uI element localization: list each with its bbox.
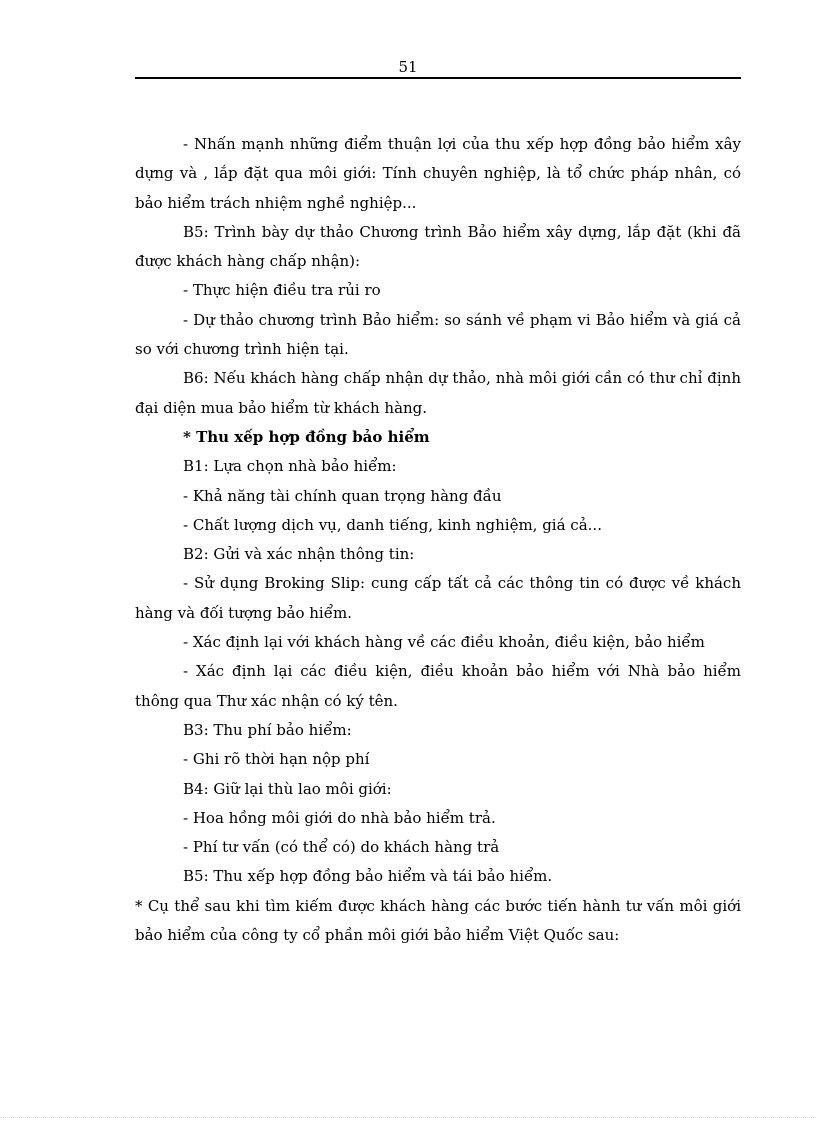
paragraph-step-b5-arrange: B5: Thu xếp hợp đồng bảo hiểm và tái bảo hiểm. bbox=[183, 867, 553, 886]
paragraph-consulting-fee: - Phí tư vấn (có thể có) do khách hàng trả bbox=[183, 838, 500, 857]
paragraph-step-b5-draft: B5: Trình bày dự thảo Chương trình Bảo hiểm xây dựng, lắp đặt (khi đã được khách hàng chấp nhận): bbox=[135, 222, 741, 271]
document-body bbox=[135, 130, 741, 950]
paragraph-confirm-client: - Xác định lại với khách hàng về các điều khoản, điều kiện, bảo hiểm bbox=[183, 633, 705, 652]
paragraph-financial: - Khả năng tài chính quan trọng hàng đầu bbox=[183, 486, 502, 505]
paragraph-confirm-insurer: - Xác định lại các điều kiện, điều khoản bảo hiểm với Nhà bảo hiểm thông qua Thư xác nhận có ký tên. bbox=[135, 662, 741, 710]
paragraph-broking-slip: - Sử dụng Broking Slip: cung cấp tất cả các thông tin có được về khách hàng và đối tượng bảo hiểm. bbox=[135, 574, 741, 622]
paragraph-payment-deadline: - Ghi rõ thời hạn nộp phí bbox=[183, 750, 370, 769]
paragraph-commission: - Hoa hồng môi giới do nhà bảo hiểm trả. bbox=[183, 808, 496, 827]
paragraph-draft-program: - Dự thảo chương trình Bảo hiểm: so sánh về phạm vi Bảo hiểm và giá cả so với chương trình hiện tại. bbox=[135, 310, 741, 359]
section-heading: * Thu xếp hợp đồng bảo hiểm bbox=[183, 427, 430, 446]
paragraph-step-b1: B1: Lựa chọn nhà bảo hiểm: bbox=[183, 457, 397, 476]
page-bottom-edge bbox=[0, 1117, 816, 1118]
paragraph-step-b6: B6: Nếu khách hàng chấp nhận dự thảo, nhà môi giới cần có thư chỉ định đại diện mua bảo hiểm từ khách hàng. bbox=[135, 369, 741, 417]
paragraph-quality: - Chất lượng dịch vụ, danh tiếng, kinh nghiệm, giá cả... bbox=[183, 515, 602, 534]
paragraph-step-b4: B4: Giữ lại thù lao môi giới: bbox=[183, 779, 392, 798]
paragraph-step-b2: B2: Gửi và xác nhận thông tin: bbox=[183, 545, 415, 564]
paragraph-risk-survey: - Thực hiện điều tra rủi ro bbox=[183, 281, 381, 300]
header-rule bbox=[135, 77, 741, 79]
page-number: 51 bbox=[398, 58, 418, 76]
paragraph-specifics: * Cụ thể sau khi tìm kiếm được khách hàng các bước tiến hành tư vấn môi giới bảo hiểm của công ty cổ phần môi giới bảo hiểm Việt Quốc sau: bbox=[135, 896, 741, 945]
paragraph-step-b3: B3: Thu phí bảo hiểm: bbox=[183, 720, 352, 739]
paragraph-advantages: - Nhấn mạnh những điểm thuận lợi của thu xếp hợp đồng bảo hiểm xây dựng và , lắp đặt qua môi giới: Tính chuyên nghiệp, là tổ chức pháp nhân, có bảo hiểm trách nhiệm nghề nghiệp... bbox=[135, 135, 741, 212]
